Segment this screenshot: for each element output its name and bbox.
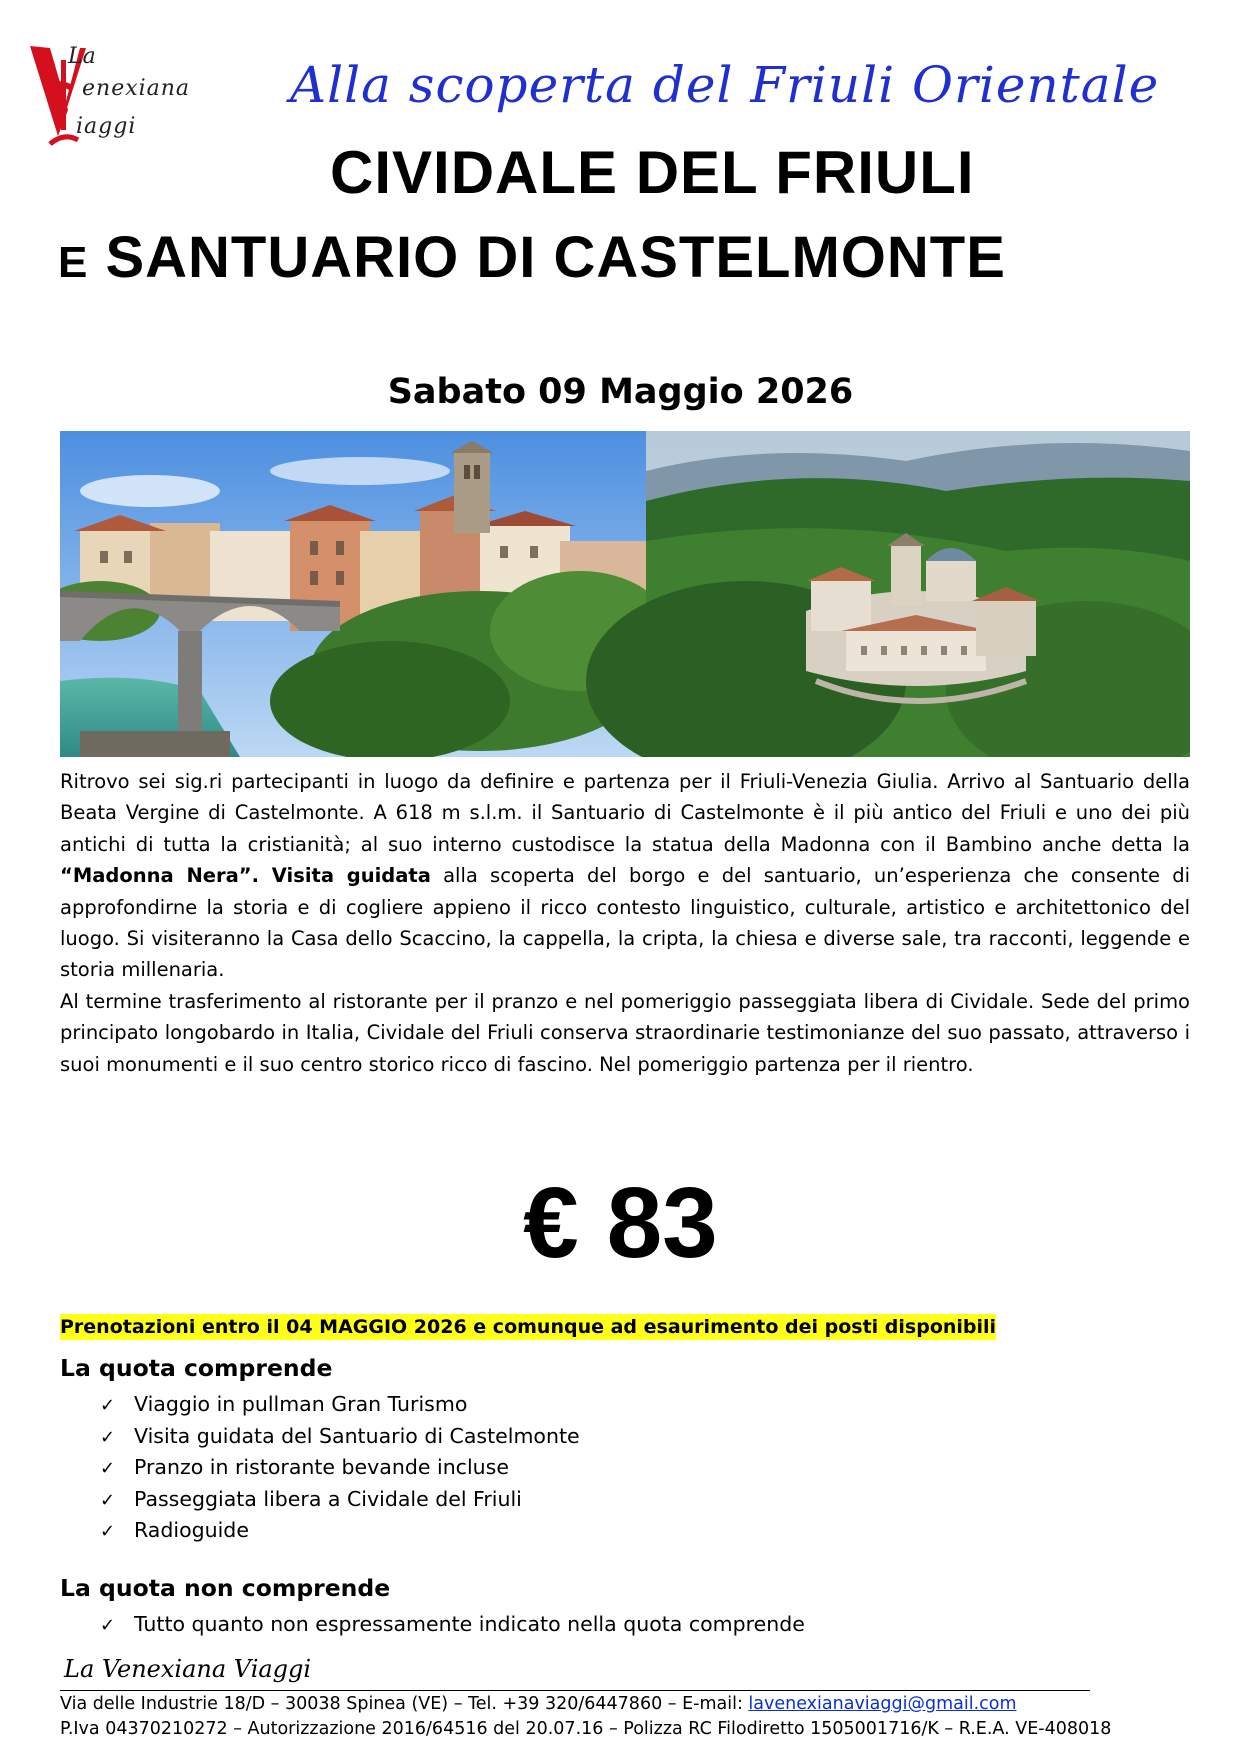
excludes-list bbox=[100, 1609, 805, 1641]
photo-castelmonte bbox=[586, 431, 1190, 757]
footer-signature: La Venexiana Viaggi bbox=[64, 1655, 312, 1683]
list-item: ✓ Passeggiata libera a Cividale del Friuli bbox=[100, 1484, 580, 1516]
logo-text-venexiana: enexiana bbox=[82, 76, 191, 101]
email-link[interactable]: lavenexianaviaggi@gmail.com bbox=[748, 1694, 1017, 1714]
logo-text-viaggi: iaggi bbox=[76, 114, 137, 139]
logo-text-la: La bbox=[68, 44, 96, 69]
itinerary-description bbox=[60, 766, 1190, 1080]
check-icon: ✓ bbox=[100, 1489, 116, 1511]
itinerary-paragraph-1: Ritrovo sei sig.ri partecipanti in luogo da definire e partenza per il Friuli-Venezia Giulia. Arrivo al Santuario della Beata Vergine di Castelmonte. A 618 m s.l.m. il Santuario di Castelmonte è il più antico del Friuli e uno dei più antichi di tutta la cristianità; al suo interno custodisce la statua della Madonna con il Bambino anche detta la “Madonna Nera”. Visita guidata alla scoperta del borgo e del santuario, un’esperienza che consente di approfondirne la storia e di cogliere appieno il ricco contesto linguistico, culturale, artistico e architettonico del luogo. Si visiteranno la Casa dello Scaccino, la cappella, la cripta, la chiesa e diverse sale, tra racconti, leggende e storia millenaria. bbox=[60, 770, 1190, 982]
subtitle bbox=[58, 224, 1006, 291]
footer-legal: P.Iva 04370210272 – Autorizzazione 2016/64516 del 20.07.16 – Polizza RC Filodiretto 1505001716/K – R.E.A. VE-408018 bbox=[60, 1719, 1112, 1739]
list-item: ✓ Visita guidata del Santuario di Castelmonte bbox=[100, 1421, 580, 1453]
photo-cividale bbox=[60, 431, 670, 757]
photo-collage bbox=[60, 431, 1190, 757]
highlight-madonna-nera: “Madonna Nera”. Visita guidata bbox=[60, 864, 431, 888]
includes-heading: La quota comprende bbox=[60, 1354, 333, 1382]
check-icon: ✓ bbox=[100, 1395, 116, 1416]
check-icon: ✓ bbox=[100, 1615, 116, 1636]
booking-deadline: Prenotazioni entro il 04 MAGGIO 2026 e comunque ad esaurimento dei posti disponibili bbox=[60, 1316, 997, 1338]
check-icon: ✓ bbox=[100, 1426, 116, 1448]
company-logo bbox=[28, 40, 248, 152]
footer-divider bbox=[60, 1690, 1090, 1691]
includes-list bbox=[100, 1389, 580, 1547]
main-title: CIVIDALE DEL FRIULI bbox=[330, 139, 975, 206]
subtitle-prefix: E bbox=[58, 238, 89, 287]
list-item: ✓ Pranzo in ristorante bevande incluse bbox=[100, 1452, 580, 1484]
excludes-heading: La quota non comprende bbox=[60, 1574, 391, 1602]
price: € 83 bbox=[523, 1167, 718, 1279]
check-icon: ✓ bbox=[100, 1458, 116, 1479]
subtitle-rest: SANTUARIO DI CASTELMONTE bbox=[88, 225, 1006, 290]
event-date: Sabato 09 Maggio 2026 bbox=[387, 372, 854, 412]
itinerary-paragraph-2: Al termine trasferimento al ristorante per il pranzo e nel pomeriggio passeggiata libera di Cividale. Sede del primo principato longobardo in Italia, Cividale del Friuli conserva straordinarie testimonianze del suo passato, attraverso i suoi monumenti e il suo centro storico ricco di fascino. Nel pomeriggio partenza per il rientro. bbox=[60, 989, 1190, 1076]
list-item: ✓ Tutto quanto non espressamente indicato nella quota comprende bbox=[100, 1609, 805, 1641]
list-item: ✓ Viaggio in pullman Gran Turismo bbox=[100, 1389, 580, 1421]
check-icon: ✓ bbox=[100, 1521, 116, 1542]
script-title: Alla scoperta del Friuli Orientale bbox=[290, 56, 1160, 114]
footer-contacts: Via delle Industrie 18/D – 30038 Spinea (VE) – Tel. +39 320/6447860 – E-mail: lavenexianaviaggi@gmail.com bbox=[60, 1694, 1017, 1714]
list-item: ✓ Radioguide bbox=[100, 1515, 580, 1547]
